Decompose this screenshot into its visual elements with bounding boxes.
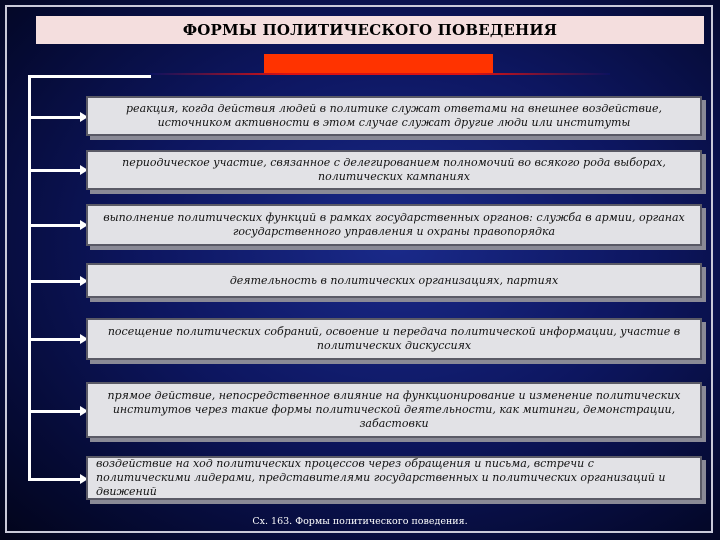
figure-caption: Сх. 163. Формы политического поведения. (252, 516, 468, 527)
title-accent-bar (264, 54, 493, 75)
form-box-reaction: реакция, когда действия людей в политике служат ответами на внешнее воздействие, источником активности в этом случае служат другие люди или институты (86, 96, 702, 136)
form-box-periodic-participation: периодическое участие, связанное с делегированием полномочий во всякого рода выборах, политических кампаниях (86, 150, 702, 190)
connector-branch (28, 169, 83, 172)
connector-top (28, 75, 151, 78)
connector-branch (28, 116, 83, 119)
form-box-direct-action: прямое действие, непосредственное влияние на функционирование и изменение политических институтов через такие формы политической деятельности, как митинги, демонстрации, забастовки (86, 382, 702, 438)
form-box-state-functions: выполнение политических функций в рамках государственных органов: служба в армии, органах государственного управления и охраны правопорядка (86, 204, 702, 246)
form-box-appeals: воздействие на ход политических процессов через обращения и письма, встречи с политическими лидерами, представителями государственных и политических организаций и движений (86, 456, 702, 500)
title-underline (150, 73, 610, 75)
connector-branch (28, 338, 83, 341)
form-box-organizations: деятельность в политических организациях, партиях (86, 263, 702, 298)
slide-title: ФОРМЫ ПОЛИТИЧЕСКОГО ПОВЕДЕНИЯ (36, 16, 704, 44)
connector-branch (28, 280, 83, 283)
form-box-meetings: посещение политических собраний, освоение и передача политической информации, участие в политических дискуссиях (86, 318, 702, 360)
connector-branch (28, 410, 83, 413)
connector-branch (28, 224, 83, 227)
connector-branch (28, 478, 83, 481)
connector-trunk (28, 76, 31, 480)
